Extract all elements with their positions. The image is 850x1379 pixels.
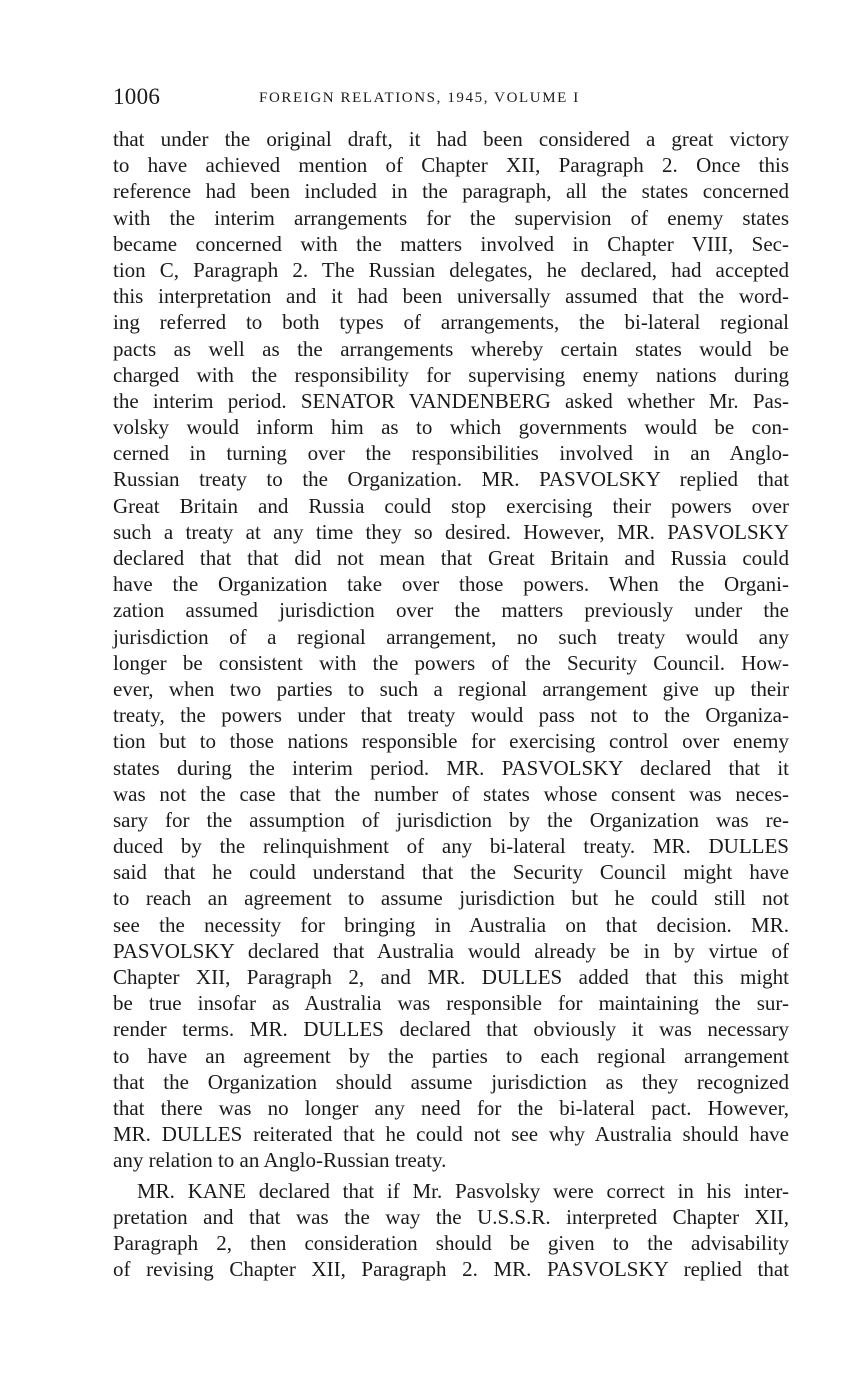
text-line: Great Britain and Russia could stop exercising their powers over xyxy=(113,493,789,518)
text-line: that under the original draft, it had been considered a great victory xyxy=(113,127,789,151)
text-line: such a treaty at any time they so desired. However, MR. PASVOLSKY xyxy=(113,519,789,544)
text-line: charged with the responsibility for supervising enemy nations during xyxy=(113,362,789,387)
text-line: the interim period. SENATOR VANDENBERG asked whether Mr. Pas- xyxy=(113,388,789,413)
paragraph xyxy=(113,126,789,1174)
text-line: with the interim arrangements for the supervision of enemy states xyxy=(113,205,789,230)
text-line: be true insofar as Australia was responsible for maintaining the sur- xyxy=(113,991,789,1016)
text-line: of revising Chapter XII, Paragraph 2. MR. PASVOLSKY replied that xyxy=(113,1257,789,1282)
text-line: Chapter XII, Paragraph 2, and MR. DULLES added that this might xyxy=(113,965,789,989)
text-line: that the Organization should assume jurisdiction as they recognized xyxy=(113,1069,789,1094)
text-line: this interpretation and it had been universally assumed that the word- xyxy=(113,284,789,309)
text-line: MR. KANE declared that if Mr. Pasvolsky were correct in his inter- xyxy=(137,1178,789,1203)
text-line: tion but to those nations responsible for exercising control over enemy xyxy=(113,729,789,754)
text-line: to have an agreement by the parties to each regional arrangement xyxy=(113,1043,789,1068)
text-line: longer be consistent with the powers of the Security Council. How- xyxy=(113,650,789,675)
text-line: duced by the relinquishment of any bi-lateral treaty. MR. DULLES xyxy=(113,834,789,859)
text-line: have the Organization take over those powers. When the Organi- xyxy=(113,572,789,597)
text-line: to have achieved mention of Chapter XII, Paragraph 2. Once this xyxy=(113,153,789,178)
text-line: sary for the assumption of jurisdiction by the Organization was re- xyxy=(113,807,789,832)
text-line: Paragraph 2, then consideration should be given to the advisability xyxy=(113,1230,789,1255)
text-line: see the necessity for bringing in Australia on that decision. MR. xyxy=(113,912,789,937)
text-line: render terms. MR. DULLES declared that obviously it was necessary xyxy=(113,1017,789,1042)
text-line: MR. DULLES reiterated that he could not see why Australia should have xyxy=(113,1122,789,1147)
text-line: that there was no longer any need for the bi-lateral pact. However, xyxy=(113,1095,789,1120)
body-text xyxy=(113,126,789,1282)
text-line: tion C, Paragraph 2. The Russian delegates, he declared, had accepted xyxy=(113,257,789,282)
text-line: zation assumed jurisdiction over the matters previously under the xyxy=(113,598,789,623)
text-line: to reach an agreement to assume jurisdiction but he could still not xyxy=(113,886,789,911)
running-head xyxy=(113,84,789,114)
text-line: states during the interim period. MR. PASVOLSKY declared that it xyxy=(113,755,789,780)
text-line: ever, when two parties to such a regional arrangement give up their xyxy=(113,676,789,701)
text-line: jurisdiction of a regional arrangement, no such treaty would any xyxy=(113,624,789,649)
text-line: Russian treaty to the Organization. MR. PASVOLSKY replied that xyxy=(113,467,789,492)
paragraph xyxy=(113,1178,789,1283)
text-line: reference had been included in the paragraph, all the states concerned xyxy=(113,179,789,204)
text-line: cerned in turning over the responsibilities involved in an Anglo- xyxy=(113,441,789,466)
text-line: was not the case that the number of states whose consent was neces- xyxy=(113,781,789,806)
text-line: said that he could understand that the Security Council might have xyxy=(113,860,789,885)
text-line: volsky would inform him as to which governments would be con- xyxy=(113,415,789,440)
text-line: pretation and that was the way the U.S.S.R. interpreted Chapter XII, xyxy=(113,1204,789,1229)
text-line: ing referred to both types of arrangements, the bi-lateral regional xyxy=(113,310,789,335)
text-line: any relation to an Anglo-Russian treaty. xyxy=(113,1148,447,1173)
text-line: became concerned with the matters involved in Chapter VIII, Sec- xyxy=(113,231,789,256)
text-line: PASVOLSKY declared that Australia would already be in by virtue of xyxy=(113,938,789,963)
page-number: 1006 xyxy=(113,84,161,109)
text-line: declared that that did not mean that Great Britain and Russia could xyxy=(113,546,789,570)
running-title: FOREIGN RELATIONS, 1945, VOLUME I xyxy=(259,90,580,106)
text-line: pacts as well as the arrangements whereby certain states would be xyxy=(113,336,789,361)
text-line: treaty, the powers under that treaty would pass not to the Organiza- xyxy=(113,703,789,728)
